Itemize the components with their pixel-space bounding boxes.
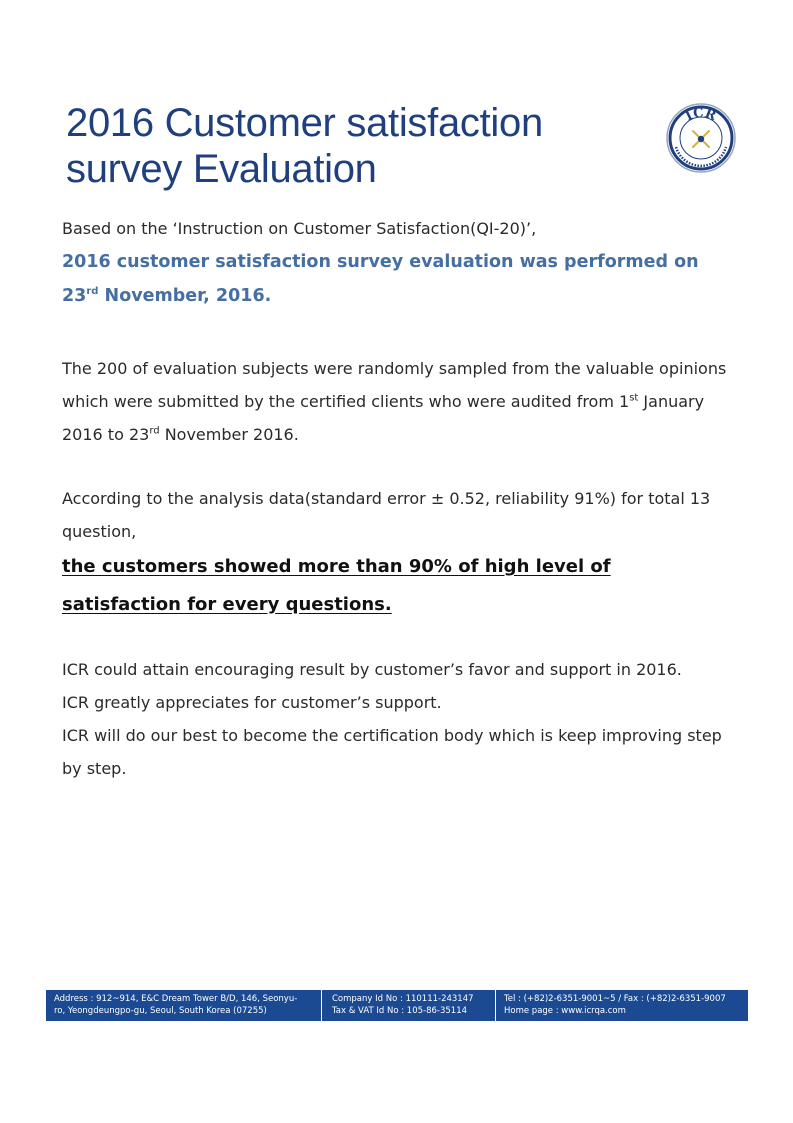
satisfaction-result-line-1: the customers showed more than 90% of high level of (62, 556, 611, 577)
title-line-2: survey Evaluation (66, 147, 377, 191)
icr-seal-logo (666, 103, 736, 173)
survey-date-highlight: 2016 customer satisfaction survey evaluation was performed on 23rd November, 2016. (62, 252, 699, 306)
closing-line-2: ICR greatly appreciates for customer’s support. (62, 693, 442, 712)
footer-address: Address : 912~914, E&C Dream Tower B/D, 146, Seonyu- ro, Yeongdeungpo-gu, Seoul, South Korea (07255) (46, 990, 322, 1021)
footer-company-ids: Company Id No : 110111-243147 Tax & VAT Id No : 105-86-35114 (322, 990, 496, 1021)
homepage-link[interactable]: Home page : www.icrqa.com (504, 1006, 626, 1016)
sampling-paragraph: The 200 of evaluation subjects were randomly sampled from the valuable opinions which were submitted by the certified clients who were audited from 1st January 2016 to 23rd November 2016. (62, 359, 727, 444)
closing-line-3: ICR will do our best to become the certification body which is keep improving step by step. (62, 726, 722, 778)
footer-bar (46, 990, 748, 1021)
footer-contact: Tel : (+82)2-6351-9001~5 / Fax : (+82)2-6351-9007 Home page : www.icrqa.com (496, 990, 748, 1021)
analysis-text: According to the analysis data(standard error ± 0.52, reliability 91%) for total 13 question, (62, 489, 711, 541)
analysis-paragraph (62, 482, 742, 624)
title-line-1: 2016 Customer satisfaction (66, 101, 543, 145)
closing-paragraph (62, 653, 742, 785)
satisfaction-result-line-2: satisfaction for every questions. (62, 594, 392, 615)
intro-line: Based on the ‘Instruction on Customer Satisfaction(QI-20)’, (62, 219, 537, 238)
closing-line-1: ICR could attain encouraging result by customer’s favor and support in 2016. (62, 660, 682, 679)
intro-paragraph (62, 212, 742, 313)
logo-text: ICR (683, 105, 719, 125)
page-title (66, 100, 543, 192)
